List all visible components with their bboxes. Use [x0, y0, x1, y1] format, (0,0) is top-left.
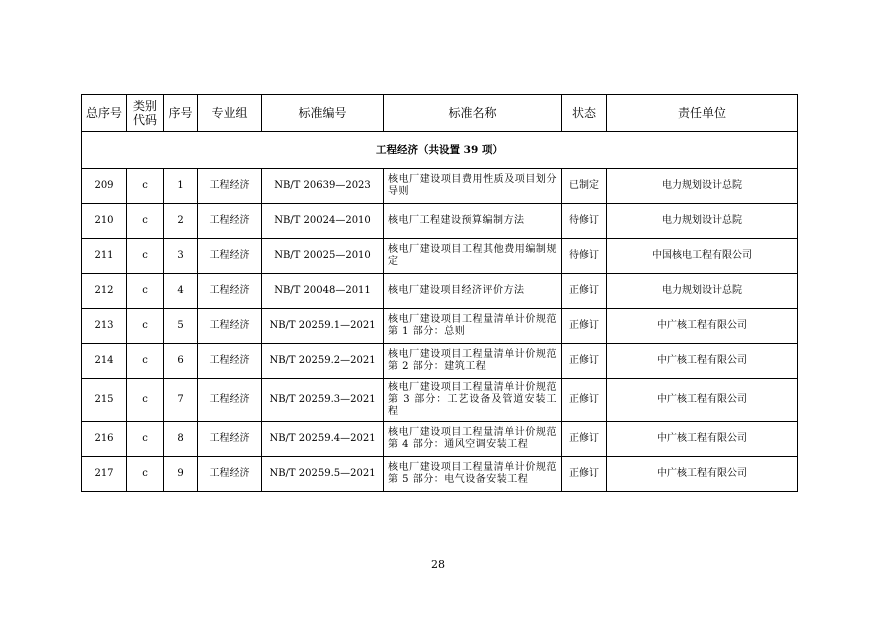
table-row [82, 309, 798, 344]
cell-std-no: NB/T 20259.3—2021 [262, 379, 384, 422]
cell-category-code: c [127, 169, 164, 204]
cell-category-code: c [127, 422, 164, 457]
cell-seq-no: 2 [164, 204, 198, 239]
cell-category-code: c [127, 379, 164, 422]
header-std-no: 标准编号 [262, 95, 384, 132]
cell-seq-no: 4 [164, 274, 198, 309]
cell-total-no: 211 [82, 239, 127, 274]
cell-std-no: NB/T 20259.2—2021 [262, 344, 384, 379]
cell-std-name: 核电厂建设项目工程量清单计价规范 第 3 部分：工艺设备及管道安装工程 [384, 379, 562, 422]
table-row [82, 379, 798, 422]
cell-unit: 电力规划设计总院 [607, 169, 798, 204]
cell-std-name: 核电厂建设项目工程量清单计价规范 第 1 部分：总则 [384, 309, 562, 344]
cell-std-name: 核电厂工程建设预算编制方法 [384, 204, 562, 239]
cell-std-name: 核电厂建设项目工程量清单计价规范 第 2 部分：建筑工程 [384, 344, 562, 379]
cell-status: 正修订 [562, 274, 607, 309]
page-number: 28 [431, 558, 445, 571]
cell-category-code: c [127, 344, 164, 379]
cell-std-name: 核电厂建设项目工程其他费用编制规定 [384, 239, 562, 274]
header-std-name: 标准名称 [384, 95, 562, 132]
cell-unit: 中广核工程有限公司 [607, 457, 798, 492]
header-seq-no: 序号 [164, 95, 198, 132]
cell-seq-no: 7 [164, 379, 198, 422]
cell-std-name: 核电厂建设项目费用性质及项目划分导则 [384, 169, 562, 204]
cell-status: 正修订 [562, 422, 607, 457]
section-title: 工程经济（共设置 39 项） [82, 132, 798, 169]
table-row [82, 239, 798, 274]
cell-total-no: 217 [82, 457, 127, 492]
cell-status: 正修订 [562, 344, 607, 379]
cell-unit: 中广核工程有限公司 [607, 344, 798, 379]
cell-std-no: NB/T 20639—2023 [262, 169, 384, 204]
cell-std-no: NB/T 20259.4—2021 [262, 422, 384, 457]
header-total-no: 总序号 [82, 95, 127, 132]
cell-total-no: 213 [82, 309, 127, 344]
cell-status: 正修订 [562, 309, 607, 344]
cell-seq-no: 5 [164, 309, 198, 344]
table-row [82, 422, 798, 457]
section-row [82, 132, 798, 169]
cell-group: 工程经济 [198, 457, 262, 492]
cell-total-no: 212 [82, 274, 127, 309]
cell-std-no: NB/T 20259.5—2021 [262, 457, 384, 492]
cell-category-code: c [127, 239, 164, 274]
header-unit: 责任单位 [607, 95, 798, 132]
cell-status: 待修订 [562, 204, 607, 239]
cell-std-name: 核电厂建设项目工程量清单计价规范 第 5 部分：电气设备安装工程 [384, 457, 562, 492]
cell-std-no: NB/T 20025—2010 [262, 239, 384, 274]
cell-group: 工程经济 [198, 274, 262, 309]
cell-status: 正修订 [562, 457, 607, 492]
table-row [82, 204, 798, 239]
cell-group: 工程经济 [198, 422, 262, 457]
cell-unit: 中广核工程有限公司 [607, 379, 798, 422]
cell-unit: 电力规划设计总院 [607, 274, 798, 309]
header-row [82, 95, 798, 132]
cell-seq-no: 8 [164, 422, 198, 457]
cell-total-no: 216 [82, 422, 127, 457]
cell-status: 正修订 [562, 379, 607, 422]
header-status: 状态 [562, 95, 607, 132]
cell-seq-no: 3 [164, 239, 198, 274]
table-row [82, 169, 798, 204]
cell-status: 待修订 [562, 239, 607, 274]
cell-total-no: 210 [82, 204, 127, 239]
standards-table [81, 94, 798, 492]
cell-group: 工程经济 [198, 344, 262, 379]
cell-category-code: c [127, 309, 164, 344]
cell-std-no: NB/T 20048—2011 [262, 274, 384, 309]
cell-group: 工程经济 [198, 379, 262, 422]
cell-total-no: 215 [82, 379, 127, 422]
cell-seq-no: 1 [164, 169, 198, 204]
cell-seq-no: 9 [164, 457, 198, 492]
cell-total-no: 214 [82, 344, 127, 379]
cell-std-name: 核电厂建设项目经济评价方法 [384, 274, 562, 309]
cell-unit: 电力规划设计总院 [607, 204, 798, 239]
cell-unit: 中国核电工程有限公司 [607, 239, 798, 274]
cell-total-no: 209 [82, 169, 127, 204]
cell-group: 工程经济 [198, 309, 262, 344]
cell-std-no: NB/T 20259.1—2021 [262, 309, 384, 344]
cell-category-code: c [127, 457, 164, 492]
cell-group: 工程经济 [198, 239, 262, 274]
cell-category-code: c [127, 204, 164, 239]
header-group: 专业组 [198, 95, 262, 132]
table-row [82, 344, 798, 379]
cell-std-name: 核电厂建设项目工程量清单计价规范 第 4 部分：通风空调安装工程 [384, 422, 562, 457]
cell-unit: 中广核工程有限公司 [607, 309, 798, 344]
cell-status: 已制定 [562, 169, 607, 204]
header-category-code: 类别 代码 [127, 95, 164, 132]
cell-unit: 中广核工程有限公司 [607, 422, 798, 457]
table-row [82, 457, 798, 492]
cell-group: 工程经济 [198, 204, 262, 239]
cell-std-no: NB/T 20024—2010 [262, 204, 384, 239]
cell-group: 工程经济 [198, 169, 262, 204]
cell-category-code: c [127, 274, 164, 309]
table-row [82, 274, 798, 309]
cell-seq-no: 6 [164, 344, 198, 379]
